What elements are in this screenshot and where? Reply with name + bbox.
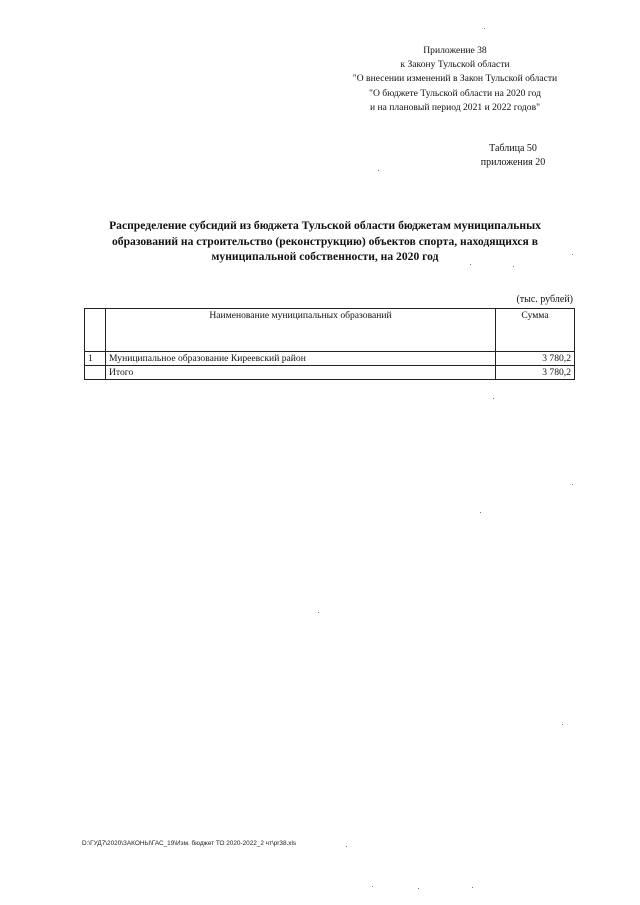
table-header-row bbox=[85, 309, 575, 352]
header-num bbox=[85, 309, 106, 352]
scan-speck bbox=[480, 512, 481, 513]
row-sum: 3 780,2 bbox=[496, 352, 575, 366]
scan-speck bbox=[318, 612, 319, 613]
scan-speck bbox=[493, 398, 494, 399]
row-num: 1 bbox=[85, 352, 106, 366]
scan-speck bbox=[484, 28, 485, 29]
header-sum: Сумма bbox=[496, 309, 575, 352]
scan-speck bbox=[470, 264, 471, 265]
scan-speck bbox=[572, 484, 573, 485]
header-name: Наименование муниципальных образований bbox=[106, 309, 496, 352]
annex-line: и на плановый период 2021 и 2022 годов" bbox=[369, 101, 541, 113]
row-name: Муниципальное образование Киреевский район bbox=[106, 352, 496, 366]
scan-speck bbox=[346, 846, 347, 847]
scan-speck bbox=[418, 888, 419, 889]
annex-header bbox=[335, 44, 575, 115]
table-ref-appendix: приложения 20 bbox=[480, 157, 546, 168]
subsidy-table bbox=[84, 308, 575, 380]
annex-line: Приложение 38 bbox=[423, 45, 487, 56]
scan-speck bbox=[378, 170, 379, 171]
row-num bbox=[85, 366, 106, 380]
table-ref-number: Таблица 50 bbox=[489, 143, 537, 154]
document-title: Распределение субсидий из бюджета Тульской области бюджетам муниципальных образований на строительство (реконструкцию) объектов спорта, находящихся в муниципальной собственности, на 2020 год bbox=[109, 219, 541, 263]
table-row bbox=[85, 352, 575, 366]
file-path-footer: D:\ГУД7\2020\ЗАКОНЫ\ГАС_19\Изм. бюджет ТО 2020-2022_2 чт\pr38.xls bbox=[82, 840, 297, 847]
annex-line: "О бюджете Тульской области на 2020 год bbox=[369, 87, 541, 99]
scan-speck bbox=[562, 724, 563, 725]
table-reference bbox=[463, 142, 563, 170]
scan-speck bbox=[372, 886, 373, 887]
row-sum: 3 780,2 bbox=[496, 366, 575, 380]
units-label: (тыс. рублей) bbox=[516, 294, 573, 305]
annex-line: к Закону Тульской области bbox=[400, 59, 510, 71]
scan-speck bbox=[472, 887, 473, 888]
scan-speck bbox=[572, 254, 573, 255]
annex-line: "О внесении изменений в Закон Тульской области bbox=[352, 73, 558, 85]
row-name: Итого bbox=[106, 366, 496, 380]
scan-speck bbox=[513, 266, 514, 267]
table-total-row bbox=[85, 366, 575, 380]
